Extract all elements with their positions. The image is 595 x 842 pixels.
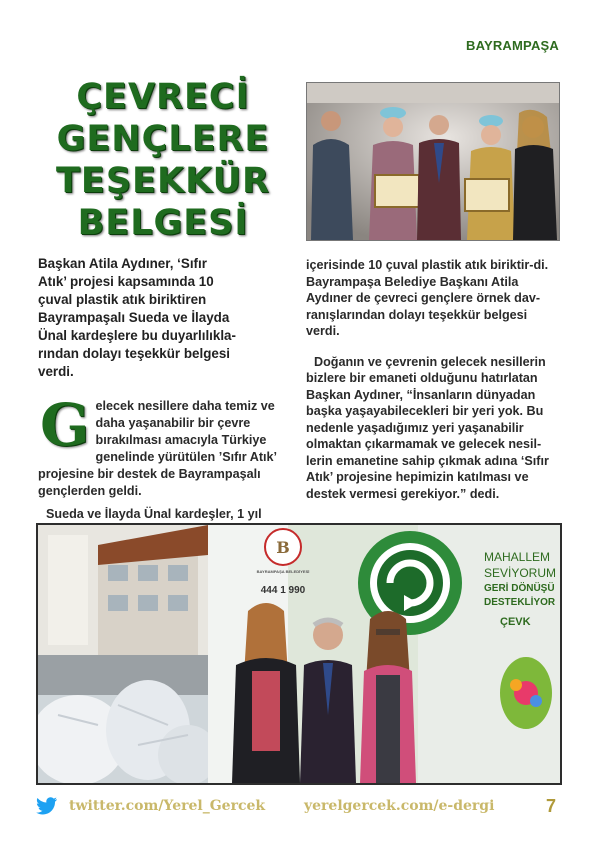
recycling-photo-illustration [38, 525, 560, 783]
svg-text:B: B [276, 538, 290, 557]
banner-line: MAHALLEM [484, 550, 551, 564]
body-paragraph: Sueda ve İlayda Ünal kardeşler, 1 yıl [46, 507, 262, 521]
banner-line: SEVİYORUM [484, 566, 557, 580]
body-column-left [38, 391, 290, 523]
certificate-photo-illustration [307, 83, 559, 240]
lead-line: Başkan Atila Aydıner, ‘Sıfır [38, 256, 207, 271]
phone-number: 444 1 990 [260, 585, 306, 596]
cevko-text: ÇEVK [500, 616, 531, 628]
lead-line: çuval plastik atık biriktiren [38, 292, 207, 307]
body-paragraph: içerisinde 10 çuval plastik atık biriktir-di. Bayrampaşa Belediye Başkanı Atila Aydıner de çevreci gençlere örnek dav-ranışlarından dolayı teşekkür belgesi verdi. [306, 258, 549, 338]
lead-paragraph [38, 255, 290, 381]
lead-line: verdi. [38, 364, 74, 379]
logo-text: BAYRAMPAŞA BELEDİYESİ [256, 569, 310, 574]
twitter-icon[interactable] [36, 797, 58, 815]
drop-cap: G [40, 391, 90, 459]
headline-line: BELGESİ [77, 203, 249, 243]
brand-label: BAYRAMPAŞA [465, 38, 559, 53]
footer [36, 795, 558, 817]
banner-line: DESTEKLİYOR [484, 597, 556, 608]
headline [38, 76, 288, 244]
banner-line: GERİ DÖNÜŞÜ [484, 583, 555, 594]
lead-line: rından dolayı teşekkür belgesi [38, 346, 231, 361]
certificate-photo [306, 82, 560, 241]
website-link[interactable]: yerelgercek.com/e-dergi [304, 798, 495, 814]
lead-line: Bayrampaşalı Sueda ve İlayda [38, 310, 230, 325]
headline-line: TEŞEKKÜR [56, 161, 270, 201]
body-paragraph: Doğanın ve çevrenin gelecek nesillerin bizlere bir emaneti olduğunu hatırlatan Başkan Aydıner, “İnsanların dünyadan başka yaşayabilecekleri bir yeri yok. Bu nedenle yaşadığımız yeri yaşanabilir olmaktan çıkarmamak ve gelecek nesil-lerin emanetine sahip çıkmak adına ‘Sıfır Atık’ projesine hepimizin katılması ve destek vermesi gerekiyor.” dedi. [306, 354, 549, 501]
twitter-link[interactable]: twitter.com/Yerel_Gercek [69, 798, 266, 814]
headline-line: GENÇLERE [56, 119, 270, 159]
body-paragraph: elecek nesillere daha temiz ve daha yaşanabilir bir çevre bırakılması amacıyla Türkiye genelinde yürütülen ’Sıfır Atık’ projesine bir destek de Bayrampaşalı gençlerden geldi. [38, 399, 277, 498]
body-column-right [306, 257, 558, 502]
page-number: 7 [545, 796, 556, 816]
lead-line: Ünal kardeşlere bu duyarlılıkla- [38, 328, 236, 343]
recycling-photo [36, 523, 562, 785]
headline-line: ÇEVRECİ [76, 77, 250, 117]
lead-line: Atık’ projesi kapsamında 10 [38, 274, 214, 289]
